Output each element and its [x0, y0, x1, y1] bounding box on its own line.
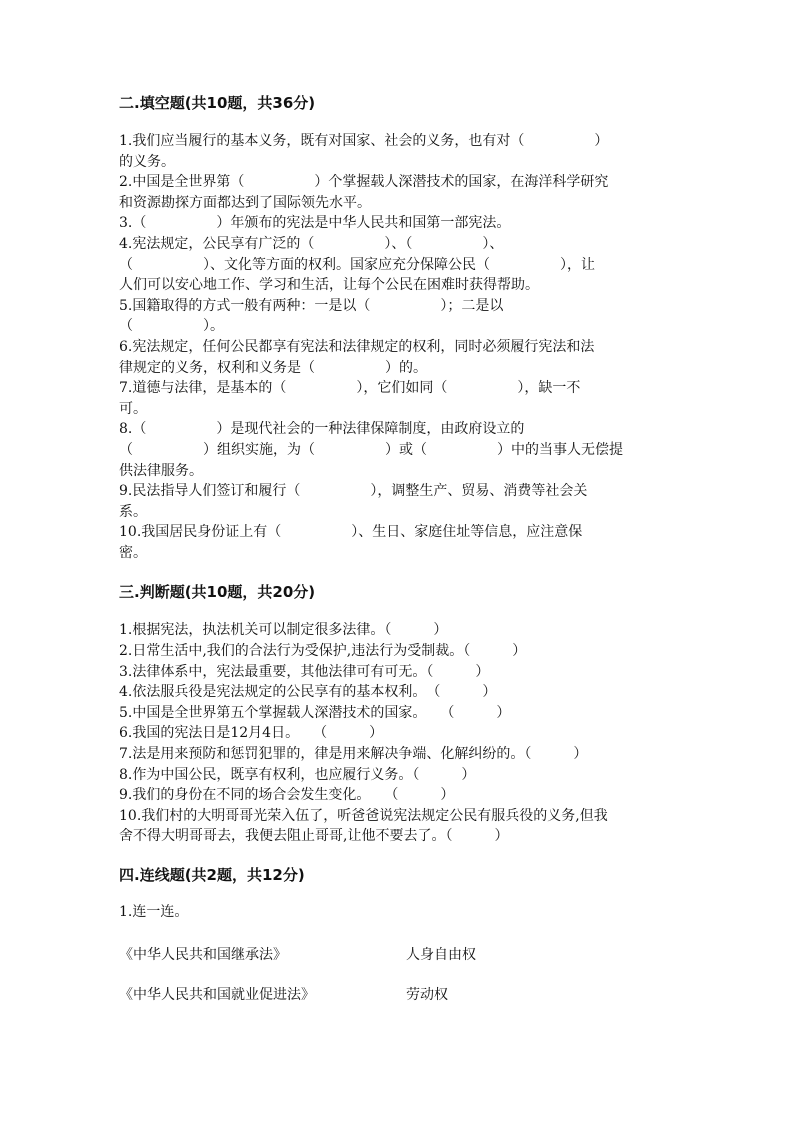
question-item: 5.中国是全世界第五个掌握载人深潜技术的国家。 （ ） [119, 704, 511, 721]
question-item: 9.我们的身份在不同的场合会发生变化。 （ ） [119, 787, 455, 804]
section-title-fill-blank: 二.填空题(共10题，共36分) [119, 94, 316, 112]
question-item: 1.根据宪法，执法机关可以制定很多法律。（ ） [119, 622, 448, 639]
question-item: 3.法律体系中，宪法最重要，其他法律可有可无。（ ） [119, 663, 490, 680]
question-item: 4.宪法规定，公民享有广泛的（ ）、（ ）、 （ ）、文化等方面的权利。国家应充分保障公民（ ），让 人们可以安心地工作、学习和生活，让每个公民在困难时获得帮助。 [119, 235, 595, 294]
question-item: 8.（ ）是现代社会的一种法律保障制度，由政府设立的 （ ）组织实施，为（ ）或（ ）中的当事人无偿提 供法律服务。 [119, 421, 623, 479]
matching-row [119, 945, 679, 965]
question-item: 7.法是用来预防和惩罚犯罪的，律是用来解决争端、化解纠纷的。（ ） [119, 746, 588, 763]
question-item: 10.我们村的大明哥哥光荣入伍了，听爸爸说宪法规定公民有服兵役的义务,但我 舍不得大明哥哥去，我便去阻止哥哥,让他不要去了。（ ） [119, 807, 608, 845]
true-false-question-list [119, 620, 679, 847]
question-item: 4.依法服兵役是宪法规定的公民享有的基本权利。 （ ） [119, 684, 497, 701]
matching-left-item: 《中华人民共和国就业促进法》 [119, 987, 315, 1003]
question-item: 2.日常生活中,我们的合法行为受保护,违法行为受制裁。（ ） [119, 643, 527, 660]
question-item: 6.我国的宪法日是12月4日。 （ ） [119, 725, 384, 742]
question-item: 1.我们应当履行的基本义务，既有对国家、社会的义务，也有对（ ） 的义务。 [119, 133, 609, 170]
question-item: 5.国籍取得的方式一般有两种：一是以（ ）；二是以 （ ）。 [119, 297, 504, 335]
matching-row [119, 985, 679, 1005]
question-item: 9.民法指导人们签订和履行（ ），调整生产、贸易、消费等社会关 系。 [119, 483, 588, 520]
section-title-true-false: 三.判断题(共10题，共20分) [119, 583, 316, 602]
matching-intro: 1.连一连。 [119, 904, 189, 920]
fill-blank-question-list [119, 131, 679, 563]
question-item: 10.我国居民身份证上有（ ）、生日、家庭住址等信息，应注意保 密。 [119, 524, 583, 561]
section-title-matching: 四.连线题(共2题，共12分) [119, 866, 305, 884]
question-item: 3.（ ）年颁布的宪法是中华人民共和国第一部宪法。 [119, 215, 511, 232]
question-item: 6.宪法规定，任何公民都享有宪法和法律规定的权利，同时必须履行宪法和法 律规定的义务，权利和义务是（ ）的。 [119, 338, 595, 376]
exam-page [119, 92, 679, 1005]
question-item: 7.道德与法律，是基本的（ ），它们如同（ ），缺一不 可。 [119, 380, 581, 417]
question-item: 8.作为中国公民，既享有权利，也应履行义务。（ ） [119, 766, 476, 783]
matching-left-item: 《中华人民共和国继承法》 [119, 947, 287, 963]
matching-right-item: 人身自由权 [406, 947, 476, 963]
question-item: 2.中国是全世界第（ ）个掌握载人深潜技术的国家，在海洋科学研究 和资源勘探方面都达到了国际领先水平。 [119, 174, 609, 211]
matching-right-item: 劳动权 [406, 987, 448, 1003]
